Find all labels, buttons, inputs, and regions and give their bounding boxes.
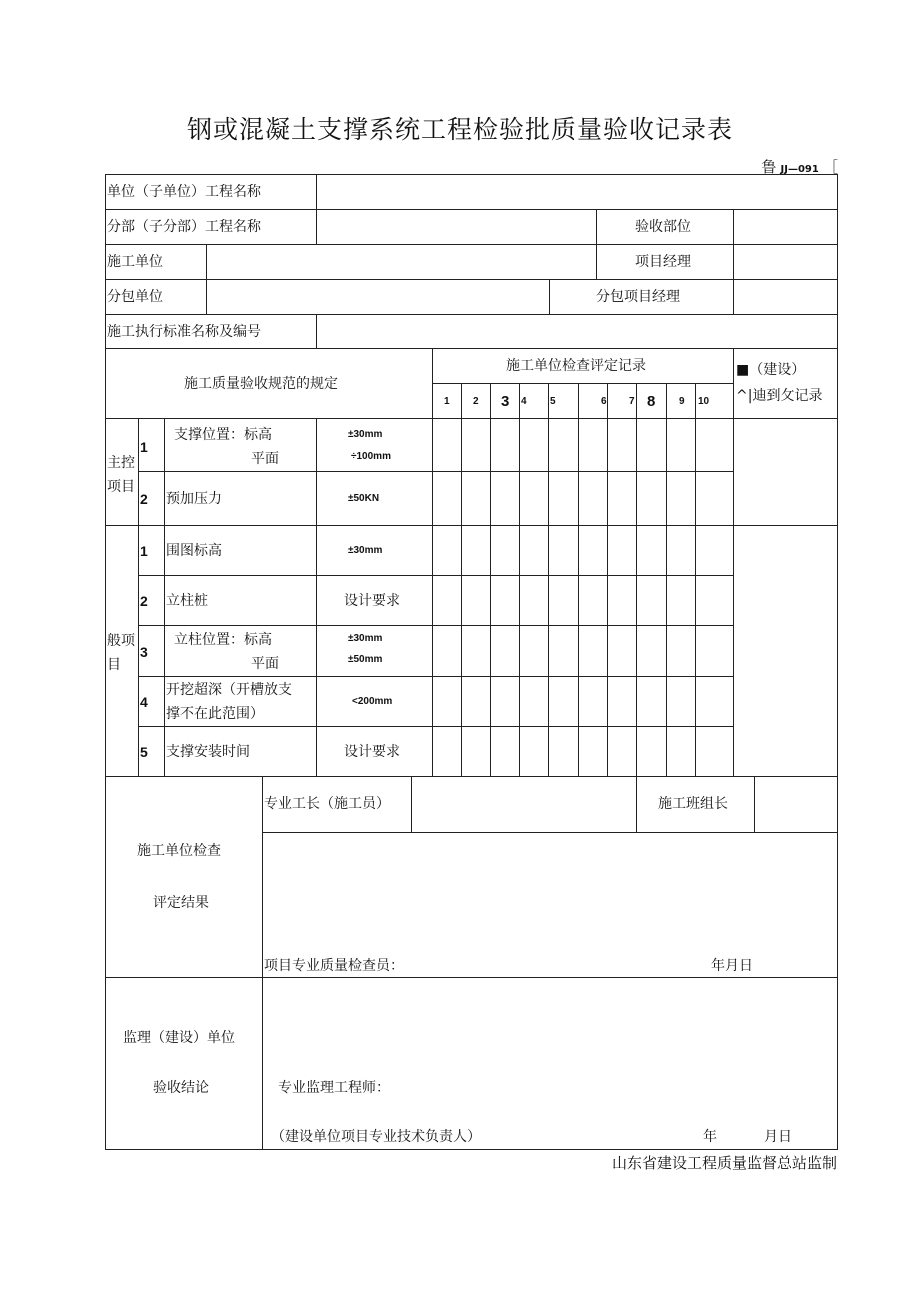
item-value: ÷100mm xyxy=(351,451,391,462)
col-line xyxy=(316,418,317,776)
item-value: ±50KN xyxy=(348,493,380,504)
item-name: 立柱位置：标高 xyxy=(174,632,272,648)
col-line xyxy=(548,383,549,776)
row-line xyxy=(138,625,734,626)
row-line xyxy=(105,314,838,315)
item-number: 4 xyxy=(140,694,148,710)
row-line xyxy=(105,244,838,245)
item-value: ±30mm xyxy=(348,429,383,440)
col-line xyxy=(578,383,579,776)
row-line xyxy=(105,776,838,777)
row-line xyxy=(138,726,734,727)
col-number: 6 xyxy=(601,396,607,407)
item-name: 平面 xyxy=(251,656,279,672)
item-number: 2 xyxy=(140,491,148,507)
item-name: 围图标高 xyxy=(166,543,222,559)
subcontract-manager-label: 分包项目经理 xyxy=(596,289,680,305)
col-line xyxy=(636,776,637,832)
col-number: 2 xyxy=(473,396,479,407)
owner-rep-label: （建设单位项目专业技术负责人） xyxy=(271,1129,481,1145)
col-line xyxy=(666,383,667,776)
item-name: 支撑安装时间 xyxy=(166,744,250,760)
form-code-number: JJ—091 xyxy=(780,164,819,175)
row-line xyxy=(105,209,838,210)
main-items-label-2: 项目 xyxy=(107,479,135,495)
item-value: ±30mm xyxy=(348,633,383,644)
check-result-label-1: 施工单位检查 xyxy=(137,843,221,859)
owner-date-monthday: 月日 xyxy=(764,1129,792,1145)
item-number: 1 xyxy=(140,543,148,559)
col-line xyxy=(138,418,139,776)
col-line xyxy=(262,776,263,1150)
col-line xyxy=(596,209,597,279)
inspector-label: 项目专业质量检查员： xyxy=(264,958,404,974)
form-code-prefix: 鲁 xyxy=(761,158,777,176)
col-line xyxy=(461,383,462,776)
col-number: 3 xyxy=(501,393,510,410)
standard-name-label: 施工执行标准名称及编号 xyxy=(107,324,261,340)
row-line xyxy=(138,676,734,677)
col-number: 4 xyxy=(521,396,527,407)
col-line xyxy=(432,348,433,776)
general-items-label-2: 目 xyxy=(107,657,121,673)
item-number: 2 xyxy=(140,593,148,609)
acceptance-part-label: 验收部位 xyxy=(635,219,691,235)
general-items-label-1: 般项 xyxy=(107,633,135,649)
item-value: <200mm xyxy=(352,696,393,707)
col-line xyxy=(316,209,317,244)
form-code-suffix: ［ xyxy=(822,158,838,176)
col-number: 5 xyxy=(550,396,556,407)
item-value: ±30mm xyxy=(348,545,383,556)
inspector-date: 年月日 xyxy=(711,958,753,974)
col-line xyxy=(549,279,550,314)
main-items-label-1: 主控 xyxy=(107,455,135,471)
row-line xyxy=(432,383,734,384)
item-value: ±50mm xyxy=(348,654,383,665)
col-number: 10 xyxy=(698,396,710,407)
item-name: 开挖超深（开槽放支 xyxy=(166,682,292,698)
col-line xyxy=(636,383,637,776)
supervision-record-header-1: ■（建设） xyxy=(736,362,806,378)
row-line xyxy=(105,525,838,526)
owner-date-year: 年 xyxy=(703,1129,717,1145)
col-line xyxy=(733,209,734,314)
row-line xyxy=(138,471,734,472)
item-value: 设计要求 xyxy=(344,744,400,760)
page-title: 钢或混凝土支撑系统工程检验批质量验收记录表 xyxy=(186,115,733,144)
supervision-record-header-2: ^|迪到攵记录 xyxy=(736,388,823,404)
item-name: 平面 xyxy=(251,451,279,467)
supervision-label-2: 验收结论 xyxy=(153,1080,209,1096)
item-number: 3 xyxy=(140,644,148,660)
row-line xyxy=(105,348,838,349)
construction-unit-label: 施工单位 xyxy=(107,254,163,270)
col-line xyxy=(695,383,696,776)
col-line xyxy=(164,418,165,776)
foreman-label: 专业工长（施工员） xyxy=(264,796,390,812)
supervisor-label: 专业监理工程师： xyxy=(278,1080,390,1096)
item-name: 预加压力 xyxy=(166,491,222,507)
footer-issuer: 山东省建设工程质量监督总站监制 xyxy=(611,1154,837,1172)
row-line xyxy=(105,977,838,978)
item-number: 5 xyxy=(140,744,148,760)
col-line xyxy=(206,244,207,314)
col-line xyxy=(607,383,608,776)
regulation-header: 施工质量验收规范的规定 xyxy=(184,376,338,392)
col-number: 9 xyxy=(679,396,685,407)
col-line xyxy=(316,314,317,348)
item-name: 撑不在此范围） xyxy=(166,706,264,722)
check-record-header: 施工单位检查评定记录 xyxy=(506,358,646,374)
sub-project-name-label: 分部（子分部）工程名称 xyxy=(107,219,261,235)
item-value: 设计要求 xyxy=(344,593,400,609)
col-line xyxy=(733,348,734,776)
row-line xyxy=(138,575,734,576)
col-number: 1 xyxy=(444,396,450,407)
supervision-label-1: 监理（建设）单位 xyxy=(123,1030,235,1046)
project-manager-label: 项目经理 xyxy=(635,254,691,270)
item-number: 1 xyxy=(140,439,148,455)
item-name: 立柱桩 xyxy=(166,593,208,609)
team-leader-label: 施工班组长 xyxy=(658,796,728,812)
subcontract-unit-label: 分包单位 xyxy=(107,289,163,305)
col-line xyxy=(316,174,317,209)
row-line xyxy=(262,832,838,833)
unit-project-name-label: 单位（子单位）工程名称 xyxy=(107,184,261,200)
col-number: 7 xyxy=(629,396,635,407)
item-name: 支撑位置：标高 xyxy=(174,427,272,443)
col-line xyxy=(519,383,520,776)
table-frame xyxy=(105,174,838,1150)
row-line xyxy=(105,279,838,280)
row-line xyxy=(105,418,838,419)
col-number: 8 xyxy=(647,393,656,410)
col-line xyxy=(490,383,491,776)
col-line xyxy=(754,776,755,832)
check-result-label-2: 评定结果 xyxy=(153,895,209,911)
col-line xyxy=(411,776,412,832)
